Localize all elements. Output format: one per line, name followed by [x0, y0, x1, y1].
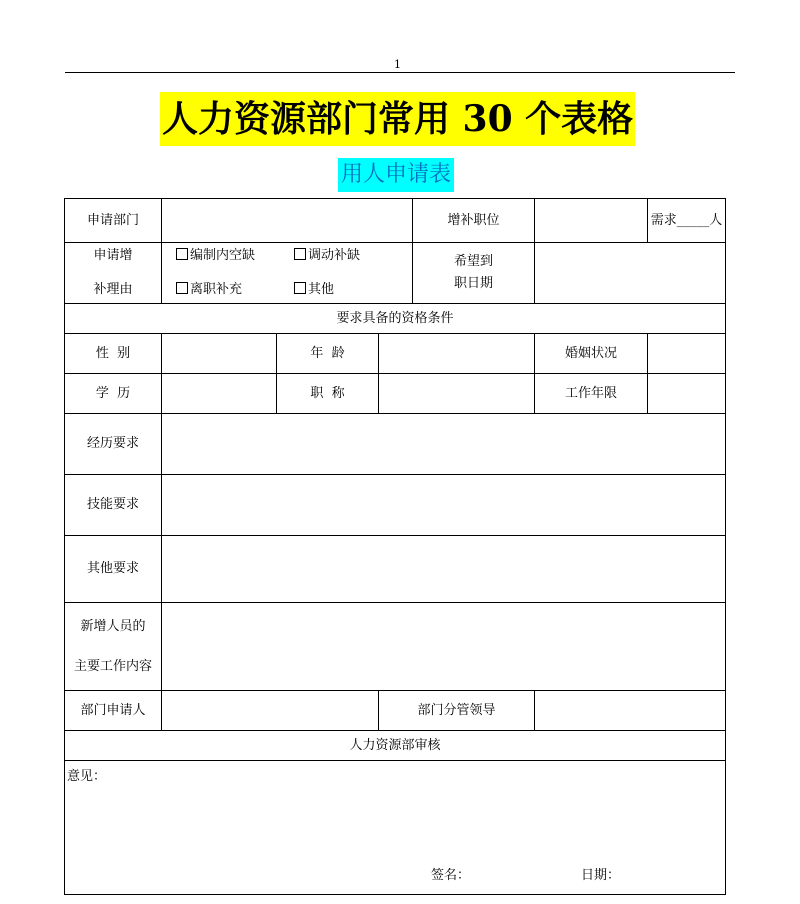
table-row [65, 536, 726, 603]
apply-dept-field[interactable] [162, 199, 413, 243]
table-row [65, 334, 726, 374]
opinion-label: 意见： [67, 769, 107, 784]
reason-option-transfer[interactable]: 调动补缺 [294, 248, 412, 264]
reason-option-resign[interactable]: 离职补充 [176, 282, 294, 298]
other-field[interactable] [162, 536, 726, 603]
sign-label: 签名： [431, 868, 471, 884]
table-row [65, 603, 726, 691]
table-row [65, 475, 726, 536]
reason-option-vacancy[interactable]: 编制内空缺 [176, 248, 294, 264]
title-label: 职 称 [277, 374, 379, 414]
checkbox-icon[interactable] [294, 248, 306, 260]
dept-applicant-label: 部门申请人 [65, 691, 162, 731]
reason-label-line2: 补理由 [93, 282, 133, 297]
checkbox-icon[interactable] [176, 248, 188, 260]
skill-field[interactable] [162, 475, 726, 536]
apply-dept-label: 申请部门 [65, 199, 162, 243]
table-row [65, 304, 726, 334]
table-row [65, 731, 726, 761]
work-years-label: 工作年限 [535, 374, 648, 414]
new-staff-label: 新增人员的 主要工作内容 [65, 603, 162, 691]
dept-applicant-field[interactable] [162, 691, 379, 731]
table-row [65, 199, 726, 243]
hope-date-field[interactable] [535, 243, 726, 304]
table-row [65, 691, 726, 731]
gender-label: 性 别 [65, 334, 162, 374]
main-title: 人力资源部门常用 30 个表格 [160, 92, 635, 146]
experience-label: 经历要求 [65, 414, 162, 475]
other-label: 其他要求 [65, 536, 162, 603]
age-label: 年 龄 [277, 334, 379, 374]
table-row [65, 374, 726, 414]
skill-label: 技能要求 [65, 475, 162, 536]
work-years-field[interactable] [648, 374, 726, 414]
checkbox-icon[interactable] [294, 282, 306, 294]
hope-date-label: 希望到 职日期 [413, 243, 535, 304]
reason-option-other[interactable]: 其他 [294, 282, 412, 298]
table-row [65, 414, 726, 475]
demand-count-field[interactable]: 需求_____人 [648, 199, 726, 243]
education-field[interactable] [162, 374, 277, 414]
reason-label [65, 243, 162, 304]
qualification-header: 要求具备的资格条件 [65, 304, 726, 334]
dept-leader-label: 部门分管领导 [379, 691, 535, 731]
title-field[interactable] [379, 374, 535, 414]
table-row [65, 761, 726, 895]
hr-review-header: 人力资源部审核 [65, 731, 726, 761]
reason-label-line1: 申请增 [93, 248, 133, 264]
table-row [65, 243, 726, 304]
education-label: 学 历 [65, 374, 162, 414]
add-position-label: 增补职位 [413, 199, 535, 243]
hr-opinion-field[interactable] [65, 761, 726, 895]
checkbox-icon[interactable] [176, 282, 188, 294]
date-label: 日期： [581, 868, 621, 884]
dept-leader-field[interactable] [535, 691, 726, 731]
age-field[interactable] [379, 334, 535, 374]
application-form-table-main [64, 198, 726, 895]
marital-field[interactable] [648, 334, 726, 374]
header-rule [65, 72, 735, 73]
form-subtitle: 用人申请表 [338, 158, 454, 192]
experience-field[interactable] [162, 414, 726, 475]
add-position-field[interactable] [535, 199, 648, 243]
page-number: 1 [394, 58, 401, 71]
new-staff-field[interactable] [162, 603, 726, 691]
marital-label: 婚姻状况 [535, 334, 648, 374]
gender-field[interactable] [162, 334, 277, 374]
reason-options [162, 243, 413, 304]
